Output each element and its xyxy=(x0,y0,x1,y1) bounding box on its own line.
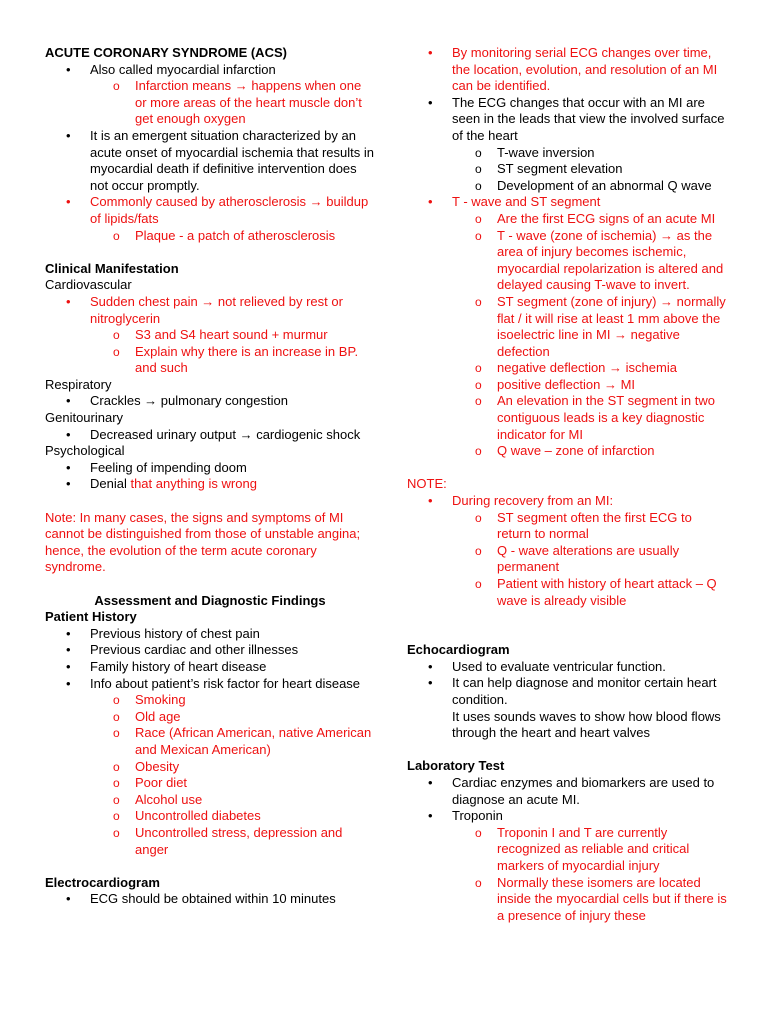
bullet-item: • Previous cardiac and other illnesses xyxy=(45,642,375,659)
bullet-item xyxy=(45,476,375,493)
bullet-text: Denial xyxy=(90,476,131,492)
sub-bullet-item: o Old age xyxy=(45,709,375,726)
list-item-continuation: It uses sounds waves to show how blood flows through the heart and heart valves xyxy=(452,708,721,741)
sub-bullet-item: o Are the first ECG signs of an acute MI xyxy=(407,211,727,228)
sub-bullet-item: o ST segment often the first ECG to return to normal xyxy=(407,510,727,543)
sub-bullet-item: o ST segment (zone of injury) → normally flat / it will rise at least 1 mm above the isoelectric line in MI → negative defection xyxy=(407,294,727,360)
sub-bullet-item: o T-wave inversion xyxy=(407,145,727,162)
bullet-item: • The ECG changes that occur with an MI are seen in the leads that view the involved surface of the heart xyxy=(407,95,727,145)
bullet-text-highlight: that anything is wrong xyxy=(130,476,257,492)
sub-bullet-item: o Explain why there is an increase in BP. and such xyxy=(45,344,375,377)
bullet-item: • Sudden chest pain → not relieved by rest or nitroglycerin xyxy=(45,294,375,327)
sub-bullet-item: o Obesity xyxy=(45,759,375,776)
spacer xyxy=(407,609,727,642)
sub-bullet-item: o Uncontrolled diabetes xyxy=(45,808,375,825)
left-column xyxy=(45,45,375,908)
bullet-item: • Troponin xyxy=(407,808,727,825)
paragraph: Respiratory xyxy=(45,376,112,392)
sub-bullet-item: o Plaque - a patch of atherosclerosis xyxy=(45,228,375,245)
paragraph: NOTE: xyxy=(407,476,447,492)
paragraph: Cardiovascular xyxy=(45,277,132,293)
sub-bullet-item: o Patient with history of heart attack – Q wave is already visible xyxy=(407,576,727,609)
bullet-item: • Used to evaluate ventricular function. xyxy=(407,659,727,676)
section-heading: ACUTE CORONARY SYNDROME (ACS) xyxy=(45,45,287,60)
right-column xyxy=(407,45,727,924)
bullet-item: • Commonly caused by atherosclerosis → buildup of lipids/fats xyxy=(45,194,375,227)
bullet-item: • It is an emergent situation characterized by an acute onset of myocardial ischemia that results in myocardial death if definitive intervention does not occur promptly. xyxy=(45,128,375,194)
bullet-item: • Also called myocardial infarction xyxy=(45,62,375,79)
bullet-item: • By monitoring serial ECG changes over time, the location, evolution, and resolution of an MI can be identified. xyxy=(407,45,727,95)
sub-bullet-item: o Q - wave alterations are usually permanent xyxy=(407,543,727,576)
paragraph: Note: In many cases, the signs and symptoms of MI cannot be distinguished from those of unstable angina; hence, the evolution of the term acute coronary syndrome. xyxy=(45,509,361,575)
section-heading: Clinical Manifestation xyxy=(45,260,179,276)
section-heading: Echocardiogram xyxy=(407,642,510,658)
spacer xyxy=(45,576,375,593)
spacer xyxy=(45,493,375,510)
sub-bullet-item: o An elevation in the ST segment in two contiguous leads is a key diagnostic indicator for MI xyxy=(407,393,727,443)
sub-bullet-item: o positive deflection → MI xyxy=(407,377,727,394)
bullet-item: • ECG should be obtained within 10 minutes xyxy=(45,891,375,908)
bullet-item: • Crackles → pulmonary congestion xyxy=(45,393,375,410)
sub-bullet-item: o ST segment elevation xyxy=(407,161,727,178)
bullet-item: • Feeling of impending doom xyxy=(45,460,375,477)
bullet-item: • Cardiac enzymes and biomarkers are used to diagnose an acute MI. xyxy=(407,775,727,808)
sub-bullet-item: o Poor diet xyxy=(45,775,375,792)
sub-bullet-item: o Race (African American, native American and Mexican American) xyxy=(45,725,375,758)
section-heading: Electrocardiogram xyxy=(45,874,160,890)
bullet-item: • Decreased urinary output → cardiogenic shock xyxy=(45,427,375,444)
paragraph: Genitourinary xyxy=(45,410,124,426)
bullet-item: • During recovery from an MI: xyxy=(407,493,727,510)
sub-bullet-item: o negative deflection → ischemia xyxy=(407,360,727,377)
sub-bullet-item: o Alcohol use xyxy=(45,792,375,809)
section-title: Assessment and Diagnostic Findings xyxy=(94,592,326,608)
spacer xyxy=(407,742,727,759)
section-heading: Patient History xyxy=(45,609,137,625)
sub-bullet-item: o Normally these isomers are located inside the myocardial cells but if there is a presence of injury these xyxy=(407,875,727,925)
spacer xyxy=(45,858,375,875)
sub-bullet-item: o S3 and S4 heart sound + murmur xyxy=(45,327,375,344)
bullet-item: • Info about patient’s risk factor for heart disease xyxy=(45,676,375,693)
section-heading: Laboratory Test xyxy=(407,758,505,774)
sub-bullet-item: o Smoking xyxy=(45,692,375,709)
sub-bullet-item: o Uncontrolled stress, depression and anger xyxy=(45,825,375,858)
bullet-item: • T - wave and ST segment xyxy=(407,194,727,211)
sub-bullet-item: o T - wave (zone of ischemia) → as the area of injury becomes ischemic, myocardial repolarization is altered and delayed causing T-wave to invert. xyxy=(407,228,727,294)
sub-bullet-item: o Q wave – zone of infarction xyxy=(407,443,727,460)
sub-bullet-item: o Troponin I and T are currently recognized as reliable and critical markers of myocardial injury xyxy=(407,825,727,875)
paragraph: Psychological xyxy=(45,443,125,459)
sub-bullet-item: o Infarction means → happens when one or more areas of the heart muscle don’t get enough oxygen xyxy=(45,78,375,128)
spacer xyxy=(45,244,375,261)
bullet-item: • It can help diagnose and monitor certain heart condition. xyxy=(407,675,727,708)
bullet-item: • Family history of heart disease xyxy=(45,659,375,676)
bullet-item: • Previous history of chest pain xyxy=(45,626,375,643)
sub-bullet-item: o Development of an abnormal Q wave xyxy=(407,178,727,195)
spacer xyxy=(407,460,727,477)
